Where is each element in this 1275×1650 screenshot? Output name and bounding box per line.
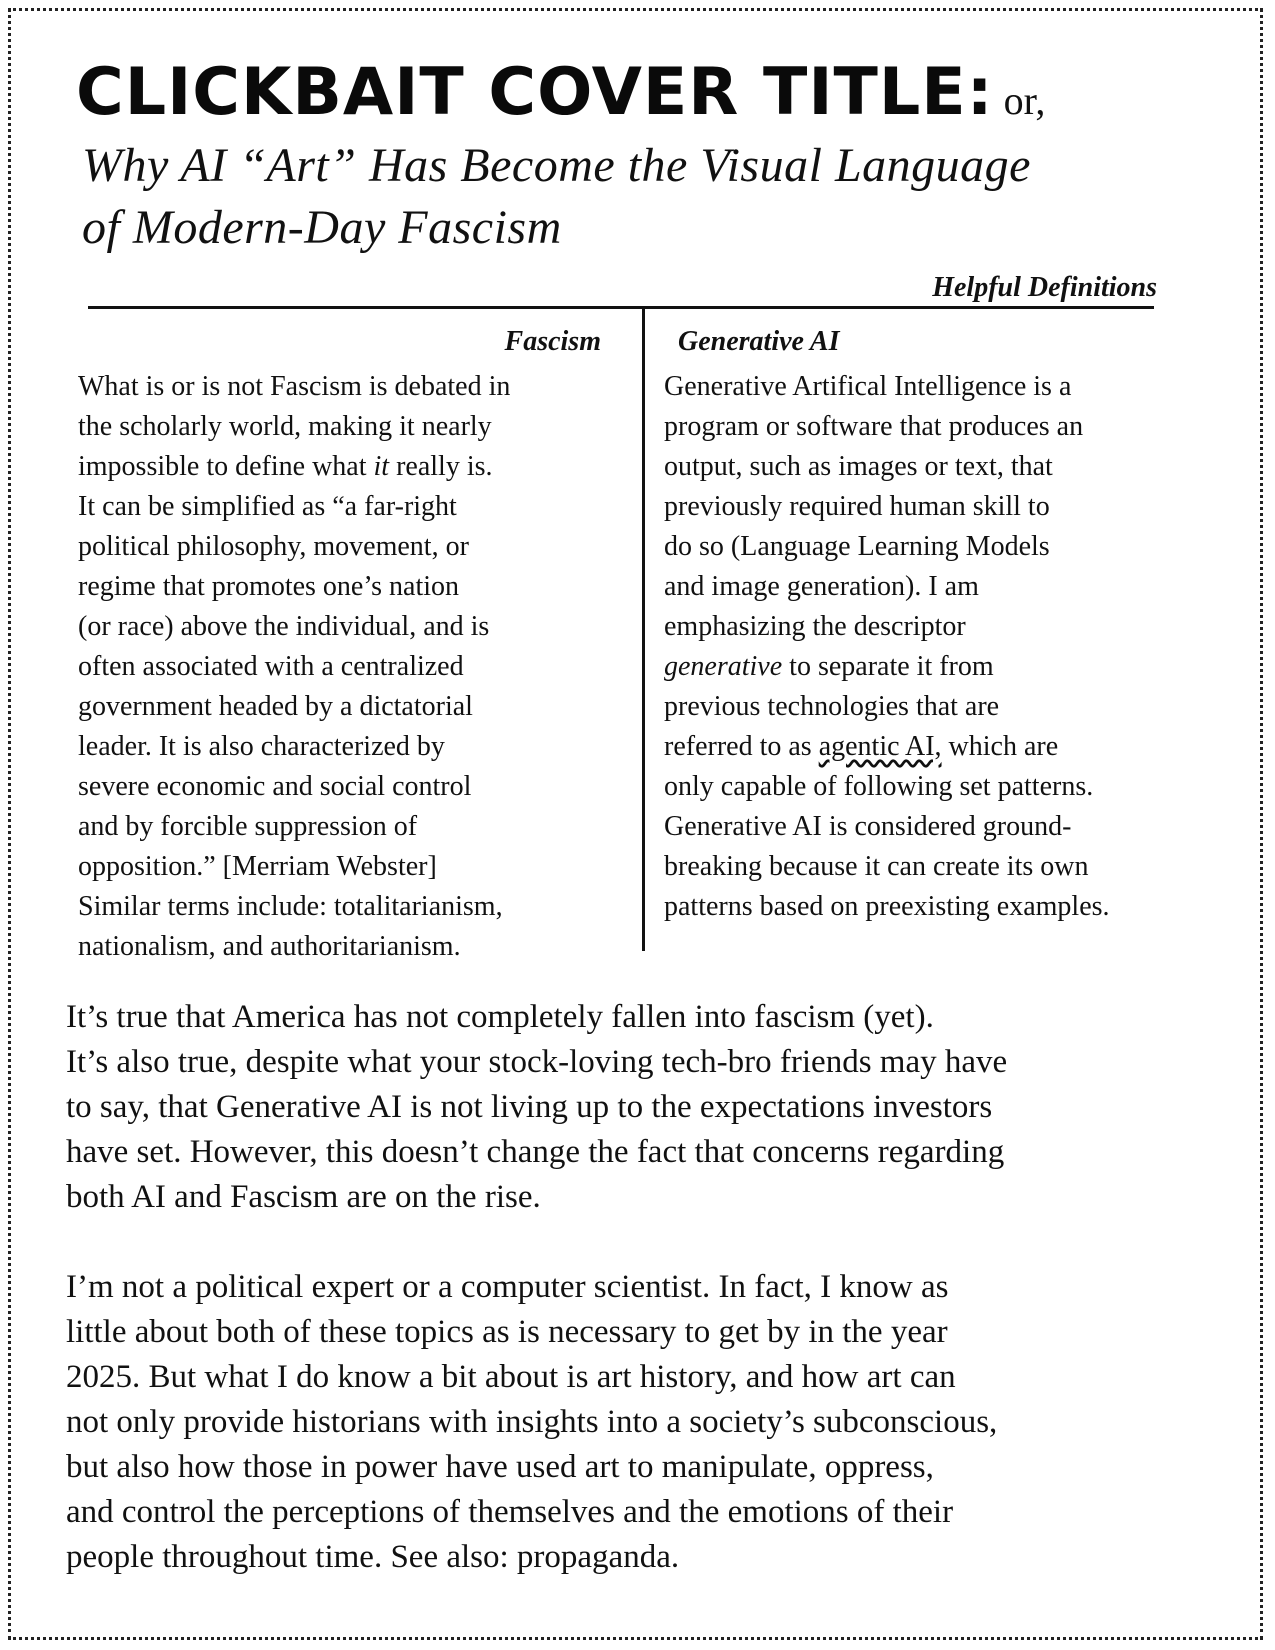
body-paragraph-1 [66, 995, 1007, 1220]
definition-line: output, such as images or text, that [664, 451, 1053, 482]
column-divider [642, 306, 645, 951]
title-line [76, 55, 1206, 130]
emphasis-generative: generative [664, 651, 783, 682]
generative-ai-definition [664, 367, 1110, 927]
agentic-ai-marked: agentic AI, [818, 731, 942, 762]
definition-line: do so (Language Learning Models [664, 531, 1050, 562]
definition-line: program or software that produces an [664, 411, 1084, 442]
definition-line [664, 727, 1110, 767]
definition-line: political philosophy, movement, or [78, 531, 469, 562]
definition-fragment: referred to as [664, 731, 819, 762]
definition-line [664, 647, 1110, 687]
definition-line: patterns based on preexisting examples. [664, 891, 1110, 922]
body-line: little about both of these topics as is necessary to get by in the year [66, 1314, 948, 1350]
helpful-definitions-label: Helpful Definitions [932, 272, 1157, 303]
definition-line: and by forcible suppression of [78, 811, 418, 842]
definition-line [78, 447, 510, 487]
subtitle [82, 135, 1206, 259]
emphasis-it: it [373, 451, 390, 482]
body-line: and control the perceptions of themselves and the emotions of their [66, 1494, 954, 1530]
body-paragraph-2 [66, 1265, 997, 1580]
definition-line: regime that promotes one’s nation [78, 571, 460, 602]
definition-line: only capable of following set patterns. [664, 771, 1094, 802]
subtitle-line-1: Why AI “Art” Has Become the Visual Language [82, 139, 1031, 192]
title-or-word: or, [1003, 78, 1046, 123]
definition-line: breaking because it can create its own [664, 851, 1089, 882]
definition-fragment: impossible to define what [78, 451, 374, 482]
definition-line: and image generation). I am [664, 571, 979, 602]
definition-line: What is or is not Fascism is debated in [78, 371, 511, 402]
clickbait-title: CLICKBAIT COVER TITLE: [76, 55, 994, 130]
body-line: but also how those in power have used art to manipulate, oppress, [66, 1449, 934, 1485]
definition-line: (or race) above the individual, and is [78, 611, 490, 642]
horizontal-rule [88, 306, 1154, 309]
definition-line: Similar terms include: totalitarianism, [78, 891, 503, 922]
definition-fragment: really is. [389, 451, 493, 482]
body-line: not only provide historians with insights into a society’s subconscious, [66, 1404, 998, 1440]
definition-line: previously required human skill to [664, 491, 1050, 522]
definition-fragment: which are [941, 731, 1059, 762]
definition-line: It can be simplified as “a far-right [78, 491, 457, 522]
generative-ai-heading: Generative AI [678, 326, 840, 357]
definition-fragment: to separate it from [782, 651, 994, 682]
body-line: I’m not a political expert or a computer scientist. In fact, I know as [66, 1269, 949, 1305]
body-line: have set. However, this doesn’t change the fact that concerns regarding [66, 1134, 1005, 1170]
definition-line: severe economic and social control [78, 771, 472, 802]
definition-line: government headed by a dictatorial [78, 691, 473, 722]
subtitle-line-2: of Modern-Day Fascism [82, 201, 562, 254]
body-line: both AI and Fascism are on the rise. [66, 1179, 541, 1215]
definition-line: leader. It is also characterized by [78, 731, 445, 762]
definition-line: often associated with a centralized [78, 651, 464, 682]
definition-line: the scholarly world, making it nearly [78, 411, 492, 442]
body-line: It’s also true, despite what your stock-loving tech-bro friends may have [66, 1044, 1008, 1080]
body-line: 2025. But what I do know a bit about is art history, and how art can [66, 1359, 956, 1395]
body-line: It’s true that America has not completely fallen into fascism (yet). [66, 999, 934, 1035]
definition-line: nationalism, and authoritarianism. [78, 931, 461, 962]
definition-line: opposition.” [Merriam Webster] [78, 851, 437, 882]
definition-line: Generative AI is considered ground- [664, 811, 1072, 842]
definition-line: Generative Artifical Intelligence is a [664, 371, 1072, 402]
fascism-definition [78, 367, 510, 967]
fascism-heading: Fascism [504, 326, 601, 357]
definition-line: previous technologies that are [664, 691, 1000, 722]
body-line: people throughout time. See also: propaganda. [66, 1539, 680, 1575]
definition-line: emphasizing the descriptor [664, 611, 966, 642]
body-line: to say, that Generative AI is not living up to the expectations investors [66, 1089, 993, 1125]
title-block [76, 55, 1206, 259]
